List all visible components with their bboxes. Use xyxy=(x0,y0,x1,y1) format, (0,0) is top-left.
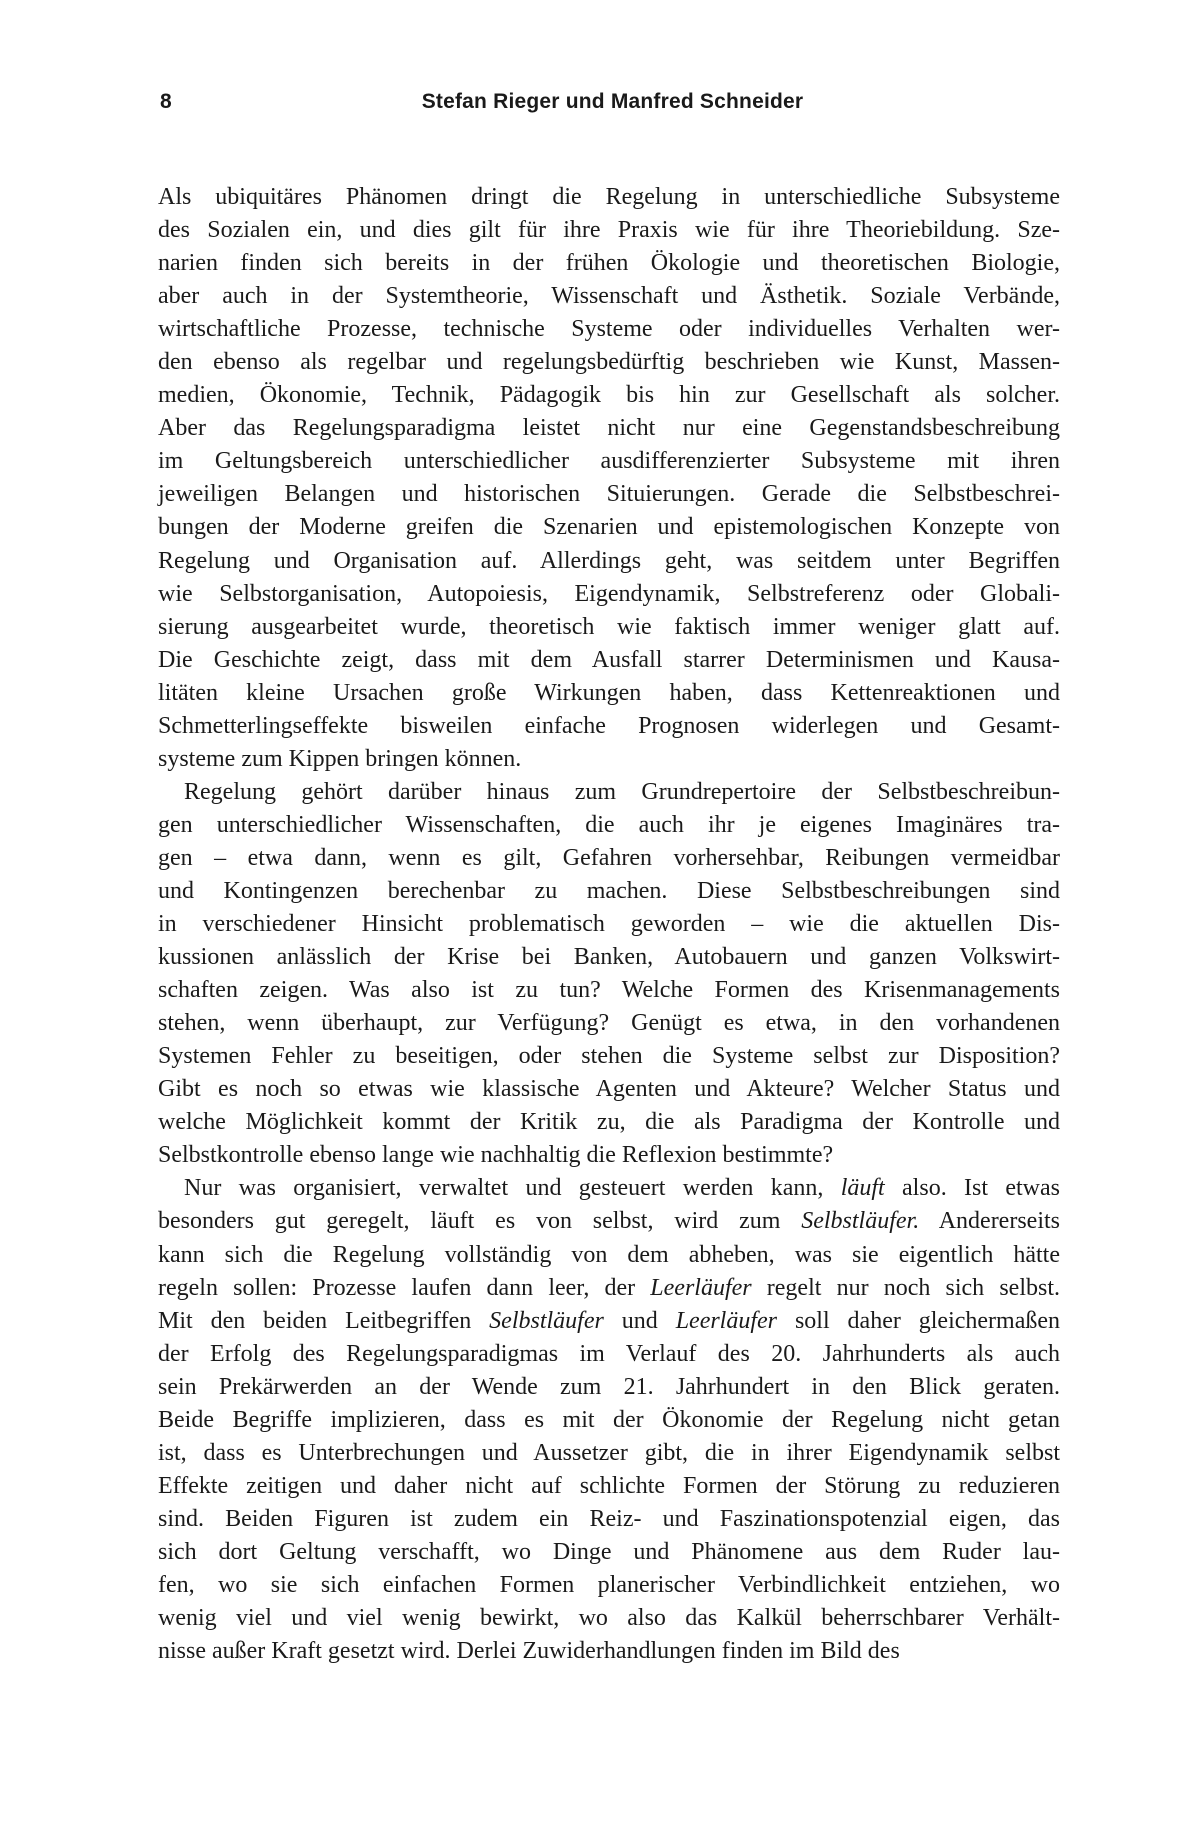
text-line: besonders gut geregelt, läuft es von selbst, wird zum Selbstläufer. Andererseits xyxy=(158,1208,1060,1235)
text-line: wie Selbstorganisation, Autopoiesis, Eigendynamik, Selbstreferenz oder Globali- xyxy=(158,580,1060,607)
text-line: Mit den beiden Leitbegriffen Selbstläufer und Leerläufer soll daher gleichermaßen xyxy=(158,1307,1061,1334)
text-line: sein Prekärwerden an der Wende zum 21. Jahrhundert in den Blick geraten. xyxy=(158,1373,1060,1400)
text-line: bungen der Moderne greifen die Szenarien und epistemologischen Konzepte von xyxy=(158,514,1060,541)
text-line: den ebenso als regelbar und regelungsbedürftig beschrieben wie Kunst, Massen- xyxy=(158,349,1060,376)
page-number: 8 xyxy=(160,90,172,113)
text-line: sich dort Geltung verschafft, wo Dinge und Phänomene aus dem Ruder lau- xyxy=(158,1538,1060,1565)
text-line: Beide Begriffe implizieren, dass es mit der Ökonomie der Regelung nicht getan xyxy=(158,1406,1060,1433)
text-line: sierung ausgearbeitet wurde, theoretisch wie faktisch immer weniger glatt auf. xyxy=(158,613,1060,640)
text-line: litäten kleine Ursachen große Wirkungen haben, dass Kettenreaktionen und xyxy=(158,679,1060,706)
text-line: sind. Beiden Figuren ist zudem ein Reiz- und Faszinationspotenzial eigen, das xyxy=(158,1505,1060,1532)
text-line: regeln sollen: Prozesse laufen dann leer, der Leerläufer regelt nur noch sich selbst. xyxy=(158,1274,1061,1301)
text-line: Als ubiquitäres Phänomen dringt die Regelung in unterschiedliche Subsysteme xyxy=(158,184,1060,210)
text-line: Effekte zeitigen und daher nicht auf schlichte Formen der Störung zu reduzieren xyxy=(158,1472,1060,1499)
text-line: schaften zeigen. Was also ist zu tun? Welche Formen des Krisenmanagements xyxy=(158,977,1060,1004)
text-line: Selbstkontrolle ebenso lange wie nachhaltig die Reflexion bestimmte? xyxy=(158,1142,834,1169)
running-head: Stefan Rieger und Manfred Schneider xyxy=(421,90,804,113)
emphasis: Selbstläufer. xyxy=(801,1208,920,1235)
text-line: Regelung und Organisation auf. Allerdings geht, was seitdem unter Begriffen xyxy=(158,547,1060,574)
text-line: gen – etwa dann, wenn es gilt, Gefahren vorhersehbar, Reibungen vermeidbar xyxy=(158,844,1060,871)
paragraph xyxy=(158,1172,1060,1668)
text-line: medien, Ökonomie, Technik, Pädagogik bis hin zur Gesellschaft als solcher. xyxy=(158,382,1060,409)
text-line: im Geltungsbereich unterschiedlicher ausdifferenzierter Subsysteme mit ihren xyxy=(158,448,1060,475)
text-line: der Erfolg des Regelungsparadigmas im Verlauf des 20. Jahrhunderts als auch xyxy=(158,1340,1060,1367)
text-line: des Sozialen ein, und dies gilt für ihre Praxis wie für ihre Theoriebildung. Sze- xyxy=(158,217,1060,244)
page-header xyxy=(160,90,1065,120)
text-line: Aber das Regelungsparadigma leistet nicht nur eine Gegenstandsbeschreibung xyxy=(158,415,1060,442)
text-line: Nur was organisiert, verwaltet und gesteuert werden kann, läuft also. Ist etwas xyxy=(184,1175,1060,1202)
text-line: aber auch in der Systemtheorie, Wissenschaft und Ästhetik. Soziale Verbände, xyxy=(158,283,1060,310)
text-line: kussionen anlässlich der Krise bei Banken, Autobauern und ganzen Volkswirt- xyxy=(158,944,1060,971)
text-line: Gibt es noch so etwas wie klassische Agenten und Akteure? Welcher Status und xyxy=(158,1076,1060,1103)
text-line: und Kontingenzen berechenbar zu machen. Diese Selbstbeschreibungen sind xyxy=(158,877,1060,904)
text-line: Systemen Fehler zu beseitigen, oder stehen die Systeme selbst zur Disposition? xyxy=(158,1043,1060,1070)
text-line: welche Möglichkeit kommt der Kritik zu, die als Paradigma der Kontrolle und xyxy=(158,1109,1060,1136)
text-line: jeweiligen Belangen und historischen Situierungen. Gerade die Selbstbeschrei- xyxy=(158,481,1060,508)
emphasis: Selbstläufer xyxy=(489,1307,604,1334)
text-line: narien finden sich bereits in der frühen Ökologie und theoretischen Biologie, xyxy=(158,250,1060,277)
text-line: nisse außer Kraft gesetzt wird. Derlei Zuwiderhandlungen finden im Bild des xyxy=(158,1638,900,1665)
text-line: fen, wo sie sich einfachen Formen planerischer Verbindlichkeit entziehen, wo xyxy=(158,1571,1060,1598)
text-line: wirtschaftliche Prozesse, technische Systeme oder individuelles Verhalten wer- xyxy=(158,316,1060,343)
text-line: in verschiedener Hinsicht problematisch geworden – wie die aktuellen Dis- xyxy=(158,911,1060,938)
text-line: Die Geschichte zeigt, dass mit dem Ausfall starrer Determinismen und Kausa- xyxy=(158,646,1060,673)
emphasis: läuft xyxy=(840,1175,885,1202)
text-line: systeme zum Kippen bringen können. xyxy=(158,745,522,772)
text-line: Regelung gehört darüber hinaus zum Grundrepertoire der Selbstbeschreibun- xyxy=(184,778,1060,805)
text-line: kann sich die Regelung vollständig von dem abheben, was sie eigentlich hätte xyxy=(158,1241,1060,1268)
emphasis: Leerläufer xyxy=(675,1307,778,1334)
body-text xyxy=(158,181,1060,1668)
text-line: ist, dass es Unterbrechungen und Aussetzer gibt, die in ihrer Eigendynamik selbst xyxy=(158,1439,1060,1466)
text-line: wenig viel und viel wenig bewirkt, wo also das Kalkül beherrschbarer Verhält- xyxy=(158,1605,1060,1632)
text-line: Schmetterlingseffekte bisweilen einfache Prognosen widerlegen und Gesamt- xyxy=(158,712,1060,739)
emphasis: Leerläufer xyxy=(650,1274,752,1301)
paragraph xyxy=(158,776,1060,1173)
paragraph xyxy=(158,181,1060,776)
text-line: stehen, wenn überhaupt, zur Verfügung? Genügt es etwa, in den vorhandenen xyxy=(158,1010,1060,1037)
text-line: gen unterschiedlicher Wissenschaften, die auch ihr je eigenes Imaginäres tra- xyxy=(158,811,1060,838)
